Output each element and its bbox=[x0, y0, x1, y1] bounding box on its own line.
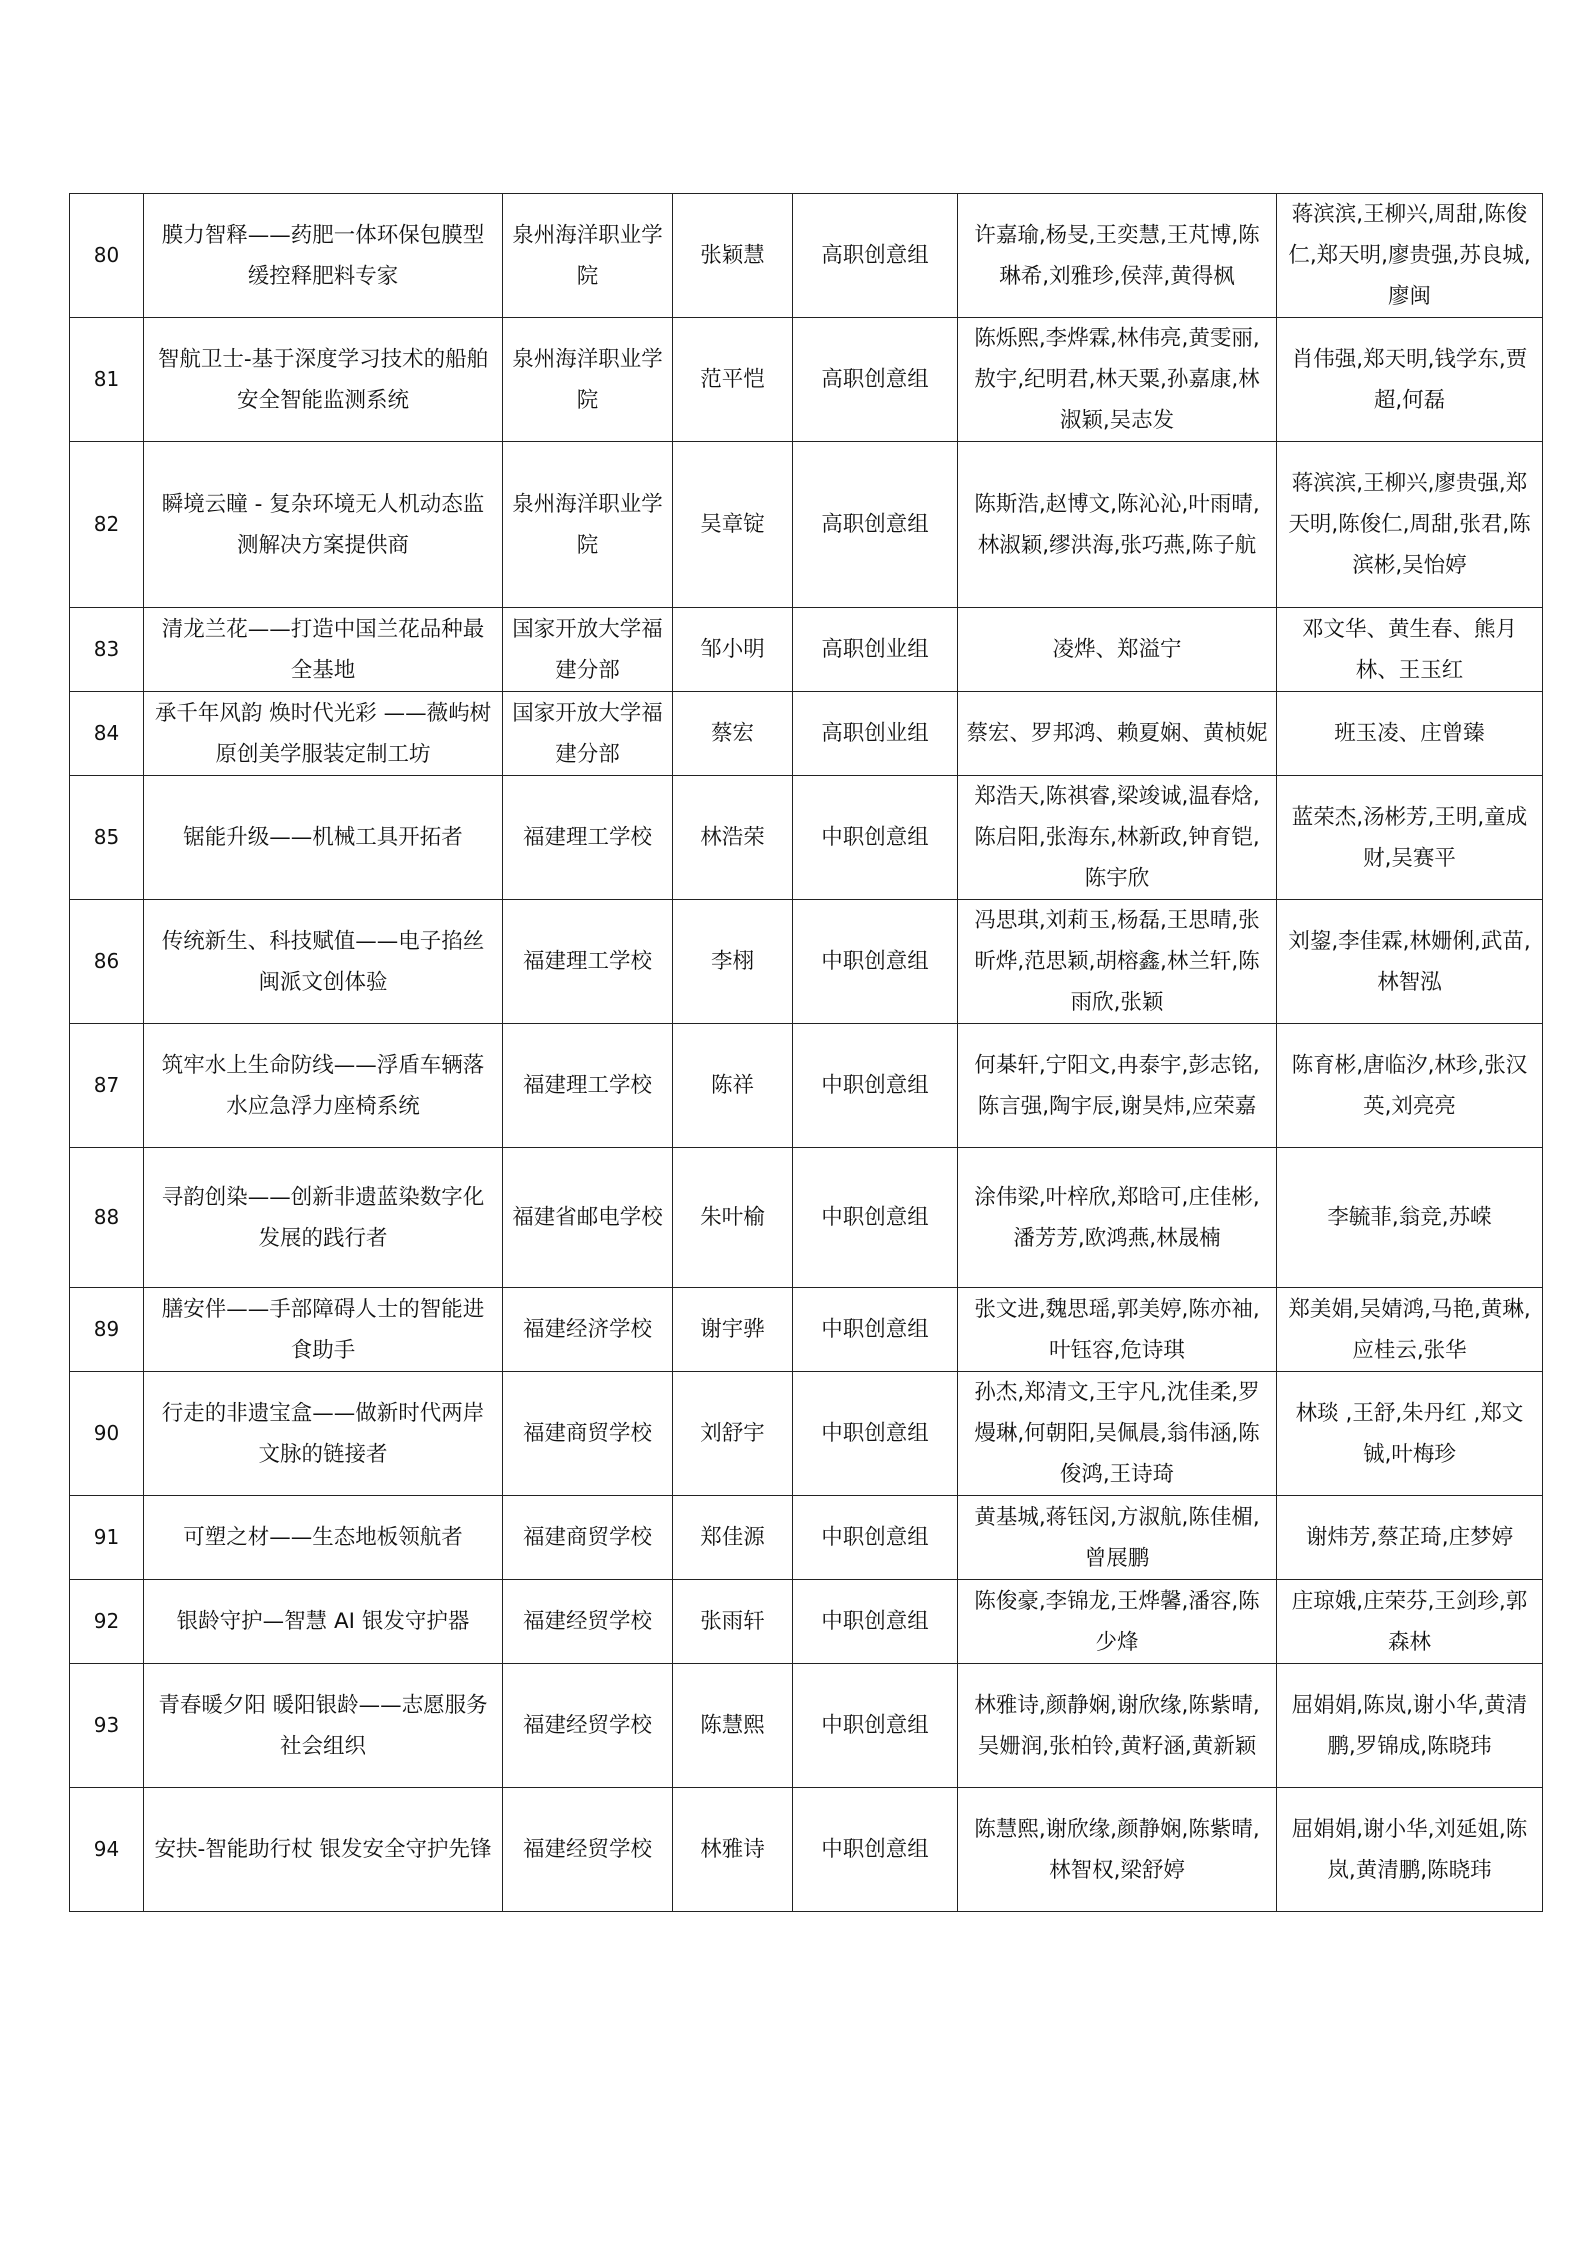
team-leader: 蔡宏 bbox=[673, 692, 793, 776]
team-leader: 邹小明 bbox=[673, 608, 793, 692]
project-name: 传统新生、科技赋值——电子掐丝闽派文创体验 bbox=[144, 900, 503, 1024]
row-number: 87 bbox=[70, 1024, 144, 1148]
advisors: 蓝荣杰,汤彬芳,王明,童成财,吴赛平 bbox=[1277, 776, 1543, 900]
table-row bbox=[70, 1788, 1543, 1912]
competition-group: 中职创意组 bbox=[793, 1664, 958, 1788]
competition-group: 中职创意组 bbox=[793, 1496, 958, 1580]
school-name: 泉州海洋职业学院 bbox=[503, 442, 673, 608]
competition-group: 中职创意组 bbox=[793, 1148, 958, 1288]
school-name: 福建理工学校 bbox=[503, 1024, 673, 1148]
team-leader: 范平恺 bbox=[673, 318, 793, 442]
team-members: 何棊轩,宁阳文,冉泰宇,彭志铭,陈言强,陶宇辰,谢昊炜,应荣嘉 bbox=[958, 1024, 1277, 1148]
team-leader: 朱叶榆 bbox=[673, 1148, 793, 1288]
competition-group: 中职创意组 bbox=[793, 1288, 958, 1372]
project-name: 清龙兰花——打造中国兰花品种最全基地 bbox=[144, 608, 503, 692]
row-number: 86 bbox=[70, 900, 144, 1024]
team-members: 许嘉瑜,杨旻,王奕慧,王芃博,陈琳希,刘雅珍,侯萍,黄得枫 bbox=[958, 194, 1277, 318]
project-name: 锯能升级——机械工具开拓者 bbox=[144, 776, 503, 900]
table-row bbox=[70, 1024, 1543, 1148]
competition-group: 高职创意组 bbox=[793, 194, 958, 318]
competition-group: 中职创意组 bbox=[793, 776, 958, 900]
project-name: 膳安伴——手部障碍人士的智能进食助手 bbox=[144, 1288, 503, 1372]
advisors: 谢炜芳,蔡芷琦,庄梦婷 bbox=[1277, 1496, 1543, 1580]
table-row bbox=[70, 1372, 1543, 1496]
team-members: 涂伟梁,叶梓欣,郑晗可,庄佳彬,潘芳芳,欧鸿燕,林晟楠 bbox=[958, 1148, 1277, 1288]
competition-group: 中职创意组 bbox=[793, 1372, 958, 1496]
advisors: 李毓菲,翁竞,苏嵘 bbox=[1277, 1148, 1543, 1288]
row-number: 80 bbox=[70, 194, 144, 318]
row-number: 92 bbox=[70, 1580, 144, 1664]
team-leader: 张雨轩 bbox=[673, 1580, 793, 1664]
team-members: 郑浩天,陈祺睿,梁竣诚,温春焓,陈启阳,张海东,林新政,钟育铠,陈宇欣 bbox=[958, 776, 1277, 900]
table-row bbox=[70, 900, 1543, 1024]
table-row bbox=[70, 776, 1543, 900]
table-row bbox=[70, 1288, 1543, 1372]
advisors: 蒋滨滨,王柳兴,周甜,陈俊仁,郑天明,廖贵强,苏良城,廖闽 bbox=[1277, 194, 1543, 318]
table-row bbox=[70, 608, 1543, 692]
school-name: 泉州海洋职业学院 bbox=[503, 194, 673, 318]
table-row bbox=[70, 194, 1543, 318]
row-number: 93 bbox=[70, 1664, 144, 1788]
project-name: 青春暖夕阳 暖阳银龄——志愿服务社会组织 bbox=[144, 1664, 503, 1788]
team-leader: 李栩 bbox=[673, 900, 793, 1024]
team-members: 陈斯浩,赵博文,陈沁沁,叶雨晴,林淑颖,缪洪海,张巧燕,陈子航 bbox=[958, 442, 1277, 608]
row-number: 88 bbox=[70, 1148, 144, 1288]
project-name: 智航卫士-基于深度学习技术的船舶安全智能监测系统 bbox=[144, 318, 503, 442]
school-name: 福建经贸学校 bbox=[503, 1788, 673, 1912]
team-leader: 陈祥 bbox=[673, 1024, 793, 1148]
project-name: 筑牢水上生命防线——浮盾车辆落水应急浮力座椅系统 bbox=[144, 1024, 503, 1148]
school-name: 福建省邮电学校 bbox=[503, 1148, 673, 1288]
row-number: 94 bbox=[70, 1788, 144, 1912]
award-roster-table bbox=[69, 193, 1543, 1912]
advisors: 肖伟强,郑天明,钱学东,贾超,何磊 bbox=[1277, 318, 1543, 442]
competition-group: 高职创意组 bbox=[793, 318, 958, 442]
row-number: 81 bbox=[70, 318, 144, 442]
competition-group: 高职创业组 bbox=[793, 608, 958, 692]
team-members: 冯思琪,刘莉玉,杨磊,王思晴,张昕烨,范思颖,胡榕鑫,林兰轩,陈雨欣,张颖 bbox=[958, 900, 1277, 1024]
project-name: 承千年风韵 焕时代光彩 ——薇屿树原创美学服装定制工坊 bbox=[144, 692, 503, 776]
project-name: 瞬境云瞳 - 复杂环境无人机动态监测解决方案提供商 bbox=[144, 442, 503, 608]
school-name: 福建理工学校 bbox=[503, 776, 673, 900]
school-name: 国家开放大学福建分部 bbox=[503, 692, 673, 776]
school-name: 福建经贸学校 bbox=[503, 1580, 673, 1664]
competition-group: 高职创业组 bbox=[793, 692, 958, 776]
advisors: 屈娟娟,陈岚,谢小华,黄清鹏,罗锦成,陈晓玮 bbox=[1277, 1664, 1543, 1788]
team-leader: 林雅诗 bbox=[673, 1788, 793, 1912]
advisors: 庄琼娥,庄荣芬,王剑珍,郭森林 bbox=[1277, 1580, 1543, 1664]
project-name: 寻韵创染——创新非遗蓝染数字化发展的践行者 bbox=[144, 1148, 503, 1288]
advisors: 蒋滨滨,王柳兴,廖贵强,郑天明,陈俊仁,周甜,张君,陈滨彬,吴怡婷 bbox=[1277, 442, 1543, 608]
team-leader: 郑佳源 bbox=[673, 1496, 793, 1580]
project-name: 银龄守护—智慧 AI 银发守护器 bbox=[144, 1580, 503, 1664]
project-name: 膜力智释——药肥一体环保包膜型缓控释肥料专家 bbox=[144, 194, 503, 318]
competition-group: 高职创意组 bbox=[793, 442, 958, 608]
project-name: 安扶-智能助行杖 银发安全守护先锋 bbox=[144, 1788, 503, 1912]
row-number: 90 bbox=[70, 1372, 144, 1496]
table-row bbox=[70, 442, 1543, 608]
row-number: 85 bbox=[70, 776, 144, 900]
team-leader: 林浩荣 bbox=[673, 776, 793, 900]
advisors: 屈娟娟,谢小华,刘延姐,陈岚,黄清鹏,陈晓玮 bbox=[1277, 1788, 1543, 1912]
school-name: 国家开放大学福建分部 bbox=[503, 608, 673, 692]
team-leader: 刘舒宇 bbox=[673, 1372, 793, 1496]
row-number: 89 bbox=[70, 1288, 144, 1372]
school-name: 福建经贸学校 bbox=[503, 1664, 673, 1788]
table-row bbox=[70, 1664, 1543, 1788]
team-leader: 谢宇骅 bbox=[673, 1288, 793, 1372]
table-row bbox=[70, 1580, 1543, 1664]
school-name: 泉州海洋职业学院 bbox=[503, 318, 673, 442]
advisors: 刘鋆,李佳霖,林姗俐,武苗,林智泓 bbox=[1277, 900, 1543, 1024]
team-members: 陈俊豪,李锦龙,王烨馨,潘容,陈少烽 bbox=[958, 1580, 1277, 1664]
competition-group: 中职创意组 bbox=[793, 900, 958, 1024]
row-number: 84 bbox=[70, 692, 144, 776]
table-row bbox=[70, 1148, 1543, 1288]
team-members: 孙杰,郑清文,王宇凡,沈佳柔,罗熳琳,何朝阳,吴佩晨,翁伟涵,陈俊鸿,王诗琦 bbox=[958, 1372, 1277, 1496]
school-name: 福建商贸学校 bbox=[503, 1372, 673, 1496]
advisors: 班玉凌、庄曾臻 bbox=[1277, 692, 1543, 776]
team-leader: 吴章锭 bbox=[673, 442, 793, 608]
row-number: 83 bbox=[70, 608, 144, 692]
team-members: 林雅诗,颜静娴,谢欣缘,陈紫晴,吴姗润,张柏铃,黄籽涵,黄新颖 bbox=[958, 1664, 1277, 1788]
school-name: 福建经济学校 bbox=[503, 1288, 673, 1372]
table-row bbox=[70, 692, 1543, 776]
team-members: 黄基城,蒋钰闵,方淑航,陈佳楣,曾展鹏 bbox=[958, 1496, 1277, 1580]
team-members: 蔡宏、罗邦鸿、赖夏娴、黄桢妮 bbox=[958, 692, 1277, 776]
school-name: 福建商贸学校 bbox=[503, 1496, 673, 1580]
school-name: 福建理工学校 bbox=[503, 900, 673, 1024]
competition-group: 中职创意组 bbox=[793, 1024, 958, 1148]
competition-group: 中职创意组 bbox=[793, 1788, 958, 1912]
team-leader: 张颖慧 bbox=[673, 194, 793, 318]
row-number: 82 bbox=[70, 442, 144, 608]
table-row bbox=[70, 318, 1543, 442]
row-number: 91 bbox=[70, 1496, 144, 1580]
team-leader: 陈慧熙 bbox=[673, 1664, 793, 1788]
advisors: 林琰 ,王舒,朱丹红 ,郑文铖,叶梅珍 bbox=[1277, 1372, 1543, 1496]
team-members: 陈烁熙,李烨霖,林伟亮,黄雯丽,敖宇,纪明君,林天粟,孙嘉康,林淑颖,吴志发 bbox=[958, 318, 1277, 442]
team-members: 凌烨、郑溢宁 bbox=[958, 608, 1277, 692]
team-members: 张文进,魏思瑶,郭美婷,陈亦袖,叶钰容,危诗琪 bbox=[958, 1288, 1277, 1372]
team-members: 陈慧熙,谢欣缘,颜静娴,陈紫晴,林智权,梁舒婷 bbox=[958, 1788, 1277, 1912]
advisors: 郑美娟,吴婧鸿,马艳,黄琳,应桂云,张华 bbox=[1277, 1288, 1543, 1372]
table-row bbox=[70, 1496, 1543, 1580]
advisors: 邓文华、黄生春、熊月林、王玉红 bbox=[1277, 608, 1543, 692]
advisors: 陈育彬,唐临汐,林珍,张汉英,刘亮亮 bbox=[1277, 1024, 1543, 1148]
project-name: 行走的非遗宝盒——做新时代两岸文脉的链接者 bbox=[144, 1372, 503, 1496]
competition-group: 中职创意组 bbox=[793, 1580, 958, 1664]
project-name: 可塑之材——生态地板领航者 bbox=[144, 1496, 503, 1580]
